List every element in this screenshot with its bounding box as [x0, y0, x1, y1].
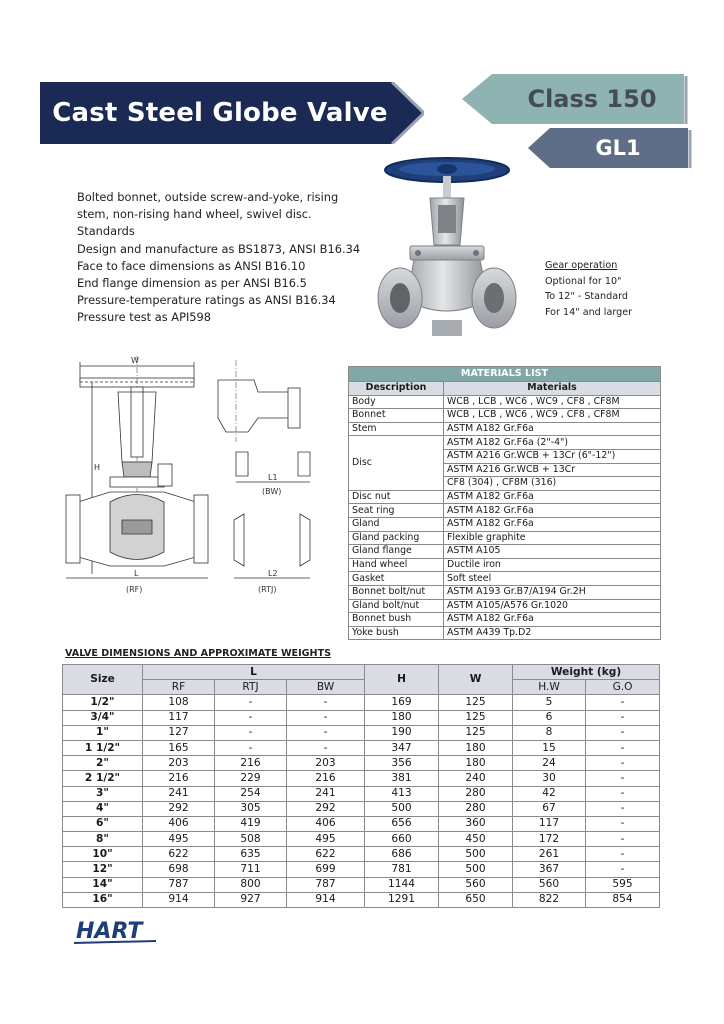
material-desc: Gasket: [349, 572, 444, 586]
material-value: ASTM A105/A576 Gr.1020: [444, 599, 661, 613]
col-rf: RF: [143, 680, 215, 695]
table-row: [349, 626, 661, 640]
dimension-cell: 635: [215, 847, 287, 862]
table-row: [63, 862, 660, 877]
dimension-cell: 180: [439, 756, 513, 771]
dimension-cell: 381: [365, 771, 439, 786]
dimension-cell: 787: [143, 877, 215, 892]
dimension-cell: 280: [439, 801, 513, 816]
size-cell: 1": [63, 725, 143, 740]
col-size: Size: [63, 665, 143, 695]
intro-line: Standards: [77, 224, 135, 239]
dimensions-body: [63, 695, 660, 908]
dimension-cell: 419: [215, 816, 287, 831]
dimension-cell: 254: [215, 786, 287, 801]
table-row: [63, 832, 660, 847]
size-cell: 14": [63, 877, 143, 892]
size-cell: 16": [63, 892, 143, 907]
material-value: ASTM A182 Gr.F6a: [444, 504, 661, 518]
dimension-cell: 216: [143, 771, 215, 786]
material-value: ASTM A193 Gr.B7/A194 Gr.2H: [444, 585, 661, 599]
material-value: Ductile iron: [444, 558, 661, 572]
material-desc: Gland packing: [349, 531, 444, 545]
table-row: [349, 436, 661, 450]
dim-label-rf: (RF): [126, 585, 143, 594]
class-banner: [462, 74, 692, 124]
intro-line: Design and manufacture as BS1873, ANSI B16.34: [77, 241, 361, 256]
gear-note-line: To 12" - Standard: [545, 291, 628, 302]
dimension-cell: 216: [287, 771, 365, 786]
dimension-cell: -: [586, 695, 660, 710]
size-cell: 3/4": [63, 710, 143, 725]
dimension-cell: 180: [365, 710, 439, 725]
material-desc: Bonnet bush: [349, 613, 444, 627]
dimension-cell: 292: [287, 801, 365, 816]
material-value: ASTM A182 Gr.F6a: [444, 517, 661, 531]
materials-col-materials: Materials: [444, 382, 661, 396]
material-value: ASTM A182 Gr.F6a: [444, 422, 661, 436]
table-row: [63, 801, 660, 816]
dimension-cell: 292: [143, 801, 215, 816]
table-row: [349, 585, 661, 599]
dimension-cell: 203: [287, 756, 365, 771]
dimension-cell: 165: [143, 740, 215, 755]
materials-title: MATERIALS LIST: [349, 367, 661, 382]
dimension-cell: 280: [439, 786, 513, 801]
size-cell: 2": [63, 756, 143, 771]
size-cell: 12": [63, 862, 143, 877]
dimension-cell: -: [586, 847, 660, 862]
dimension-cell: 125: [439, 710, 513, 725]
dimension-cell: 216: [215, 756, 287, 771]
material-desc: Gland: [349, 517, 444, 531]
dim-label-h: H: [94, 463, 101, 472]
col-h: H: [365, 665, 439, 695]
col-bw: BW: [287, 680, 365, 695]
dimension-cell: 108: [143, 695, 215, 710]
dimension-cell: 686: [365, 847, 439, 862]
material-desc: Seat ring: [349, 504, 444, 518]
materials-col-description: Description: [349, 382, 444, 396]
dimension-cell: 117: [143, 710, 215, 725]
dimension-cell: 914: [143, 892, 215, 907]
dimension-cell: 450: [439, 832, 513, 847]
dimension-cell: -: [586, 801, 660, 816]
table-row: [63, 756, 660, 771]
dimension-cell: 180: [439, 740, 513, 755]
material-value: WCB , LCB , WC6 , WC9 , CF8 , CF8M: [444, 409, 661, 423]
dimensions-title: VALVE DIMENSIONS AND APPROXIMATE WEIGHTS: [65, 648, 332, 659]
material-desc: Hand wheel: [349, 558, 444, 572]
dimension-cell: 500: [439, 862, 513, 877]
dimension-cell: 67: [513, 801, 586, 816]
dimension-cell: 241: [143, 786, 215, 801]
valve-illustration: [372, 150, 522, 360]
material-value: Flexible graphite: [444, 531, 661, 545]
dimension-cell: 127: [143, 725, 215, 740]
table-row: [349, 572, 661, 586]
dimension-cell: 125: [439, 695, 513, 710]
material-desc: Disc nut: [349, 490, 444, 504]
valve-photo: [372, 150, 522, 360]
table-row: [63, 725, 660, 740]
dimension-cell: 927: [215, 892, 287, 907]
model-label: GL1: [595, 136, 641, 160]
material-value: ASTM A216 Gr.WCB + 13Cr (6"-12"): [444, 449, 661, 463]
size-cell: 1/2": [63, 695, 143, 710]
table-row: [349, 599, 661, 613]
material-value: WCB , LCB , WC6 , WC9 , CF8 , CF8M: [444, 395, 661, 409]
dimension-cell: 622: [287, 847, 365, 862]
title-banner: [40, 82, 424, 144]
table-row: [349, 545, 661, 559]
gear-operation-note: [545, 258, 665, 320]
dimension-cell: 500: [365, 801, 439, 816]
intro-line: Bolted bonnet, outside screw-and-yoke, rising: [77, 190, 339, 204]
table-row: [349, 409, 661, 423]
col-rtj: RTJ: [215, 680, 287, 695]
material-desc: Bonnet bolt/nut: [349, 585, 444, 599]
dimensions-header-row: [63, 665, 660, 680]
size-cell: 10": [63, 847, 143, 862]
dimension-cell: -: [287, 725, 365, 740]
dimension-cell: 190: [365, 725, 439, 740]
logo-text: HART: [76, 919, 143, 944]
material-desc: Body: [349, 395, 444, 409]
dimension-cell: -: [287, 710, 365, 725]
table-row: [63, 786, 660, 801]
material-desc: Bonnet: [349, 409, 444, 423]
dimension-cell: 406: [143, 816, 215, 831]
dim-label-w: W: [131, 356, 139, 365]
dimension-cell: -: [586, 771, 660, 786]
material-value: ASTM A182 Gr.F6a: [444, 490, 661, 504]
materials-title-row: [349, 367, 661, 382]
size-cell: 1 1/2": [63, 740, 143, 755]
class-label: Class 150: [527, 85, 657, 113]
size-cell: 8": [63, 832, 143, 847]
dimension-cell: 356: [365, 756, 439, 771]
dimension-cell: 169: [365, 695, 439, 710]
hart-logo: [72, 916, 158, 946]
col-weight: Weight (kg): [513, 665, 660, 680]
intro-text: [77, 189, 377, 327]
dimension-cell: 508: [215, 832, 287, 847]
table-row: [63, 847, 660, 862]
hart-logo-mark: [72, 916, 158, 946]
dimension-cell: -: [215, 725, 287, 740]
dimension-cell: 172: [513, 832, 586, 847]
dimension-cell: 595: [586, 877, 660, 892]
table-row: [349, 422, 661, 436]
material-desc: Disc: [349, 436, 444, 490]
size-cell: 4": [63, 801, 143, 816]
dimension-cell: 229: [215, 771, 287, 786]
table-row: [63, 740, 660, 755]
dimensions-table: [62, 664, 660, 908]
size-cell: 2 1/2": [63, 771, 143, 786]
dimension-cell: 5: [513, 695, 586, 710]
material-desc: Gland bolt/nut: [349, 599, 444, 613]
table-row: [63, 771, 660, 786]
dimension-cell: 261: [513, 847, 586, 862]
dimension-cell: 698: [143, 862, 215, 877]
dimension-cell: 203: [143, 756, 215, 771]
dimension-cell: 699: [287, 862, 365, 877]
material-value: ASTM A182 Gr.F6a: [444, 613, 661, 627]
dimension-cell: 125: [439, 725, 513, 740]
dimension-cell: -: [586, 725, 660, 740]
table-row: [63, 892, 660, 907]
dimension-cell: 854: [586, 892, 660, 907]
dimension-cell: -: [287, 740, 365, 755]
dimension-cell: 560: [513, 877, 586, 892]
dimension-cell: 822: [513, 892, 586, 907]
dimensions-subheader-row: [63, 680, 660, 695]
dim-label-bw: (BW): [262, 487, 282, 496]
dimension-cell: 787: [287, 877, 365, 892]
table-row: [63, 695, 660, 710]
dimension-cell: -: [586, 832, 660, 847]
material-value: Soft steel: [444, 572, 661, 586]
dimension-cell: 560: [439, 877, 513, 892]
intro-line: Face to face dimensions as ANSI B16.10: [77, 258, 306, 273]
table-row: [349, 395, 661, 409]
dimension-cell: 117: [513, 816, 586, 831]
dimension-cell: 711: [215, 862, 287, 877]
dimension-cell: 305: [215, 801, 287, 816]
dimension-cell: 8: [513, 725, 586, 740]
table-row: [63, 816, 660, 831]
dimension-cell: 367: [513, 862, 586, 877]
gear-note-line: For 14" and larger: [545, 306, 633, 318]
table-row: [349, 558, 661, 572]
dimension-cell: 500: [439, 847, 513, 862]
dimension-cell: -: [586, 786, 660, 801]
intro-line: End flange dimension as per ANSI B16.5: [77, 276, 307, 291]
material-desc: Yoke bush: [349, 626, 444, 640]
table-row: [349, 531, 661, 545]
table-row: [63, 710, 660, 725]
dimension-cell: 622: [143, 847, 215, 862]
col-hw: H.W: [513, 680, 586, 695]
material-value: CF8 (304) , CF8M (316): [444, 477, 661, 491]
table-row: [349, 504, 661, 518]
dimension-cell: -: [586, 710, 660, 725]
col-l: L: [143, 665, 365, 680]
dimension-cell: -: [586, 756, 660, 771]
material-desc: Stem: [349, 422, 444, 436]
material-value: ASTM A182 Gr.F6a (2"-4"): [444, 436, 661, 450]
intro-line: Pressure-temperature ratings as ANSI B16.34: [77, 293, 336, 308]
material-value: ASTM A439 Tp.D2: [444, 626, 661, 640]
size-cell: 3": [63, 786, 143, 801]
dimension-cell: 240: [439, 771, 513, 786]
dimension-cell: 15: [513, 740, 586, 755]
dimension-cell: 914: [287, 892, 365, 907]
dimension-cell: -: [586, 862, 660, 877]
dimension-cell: 6: [513, 710, 586, 725]
materials-header-row: [349, 382, 661, 396]
dim-label-l2: L2: [268, 569, 278, 578]
page-title: Cast Steel Globe Valve: [52, 98, 388, 128]
dimension-cell: -: [215, 740, 287, 755]
valve-drawing: [58, 352, 340, 602]
table-row: [63, 877, 660, 892]
material-desc: Gland flange: [349, 545, 444, 559]
dimension-cell: 660: [365, 832, 439, 847]
dim-label-l1: L1: [268, 473, 278, 482]
col-w: W: [439, 665, 513, 695]
material-value: ASTM A216 Gr.WCB + 13Cr: [444, 463, 661, 477]
valve-drawing-svg: [58, 352, 340, 602]
dimension-cell: 360: [439, 816, 513, 831]
dimension-cell: 42: [513, 786, 586, 801]
material-value: ASTM A105: [444, 545, 661, 559]
dimension-cell: 406: [287, 816, 365, 831]
dimension-cell: 650: [439, 892, 513, 907]
dimension-cell: 495: [287, 832, 365, 847]
dimension-cell: 800: [215, 877, 287, 892]
gear-note-line: Optional for 10": [545, 275, 622, 287]
dim-label-l: L: [134, 569, 139, 578]
dimension-cell: -: [215, 695, 287, 710]
dimension-cell: -: [586, 816, 660, 831]
size-cell: 6": [63, 816, 143, 831]
table-row: [349, 490, 661, 504]
dimension-cell: 24: [513, 756, 586, 771]
materials-table: [348, 366, 661, 640]
dimension-cell: 413: [365, 786, 439, 801]
dimension-cell: 241: [287, 786, 365, 801]
dimension-cell: 781: [365, 862, 439, 877]
dimension-cell: 1144: [365, 877, 439, 892]
dimension-cell: -: [215, 710, 287, 725]
dimension-cell: 656: [365, 816, 439, 831]
table-row: [349, 613, 661, 627]
intro-line: stem, non-rising hand wheel, swivel disc.: [77, 207, 312, 222]
dimension-cell: 495: [143, 832, 215, 847]
dimension-cell: 1291: [365, 892, 439, 907]
gear-note-title: Gear operation: [545, 260, 618, 271]
col-go: G.O: [586, 680, 660, 695]
dimension-cell: -: [287, 695, 365, 710]
model-banner: [528, 128, 692, 168]
dimension-cell: 347: [365, 740, 439, 755]
dim-label-rtj: (RTJ): [258, 585, 277, 594]
table-row: [349, 517, 661, 531]
dimension-cell: 30: [513, 771, 586, 786]
dimension-cell: -: [586, 740, 660, 755]
intro-line: Pressure test as API598: [77, 310, 212, 325]
